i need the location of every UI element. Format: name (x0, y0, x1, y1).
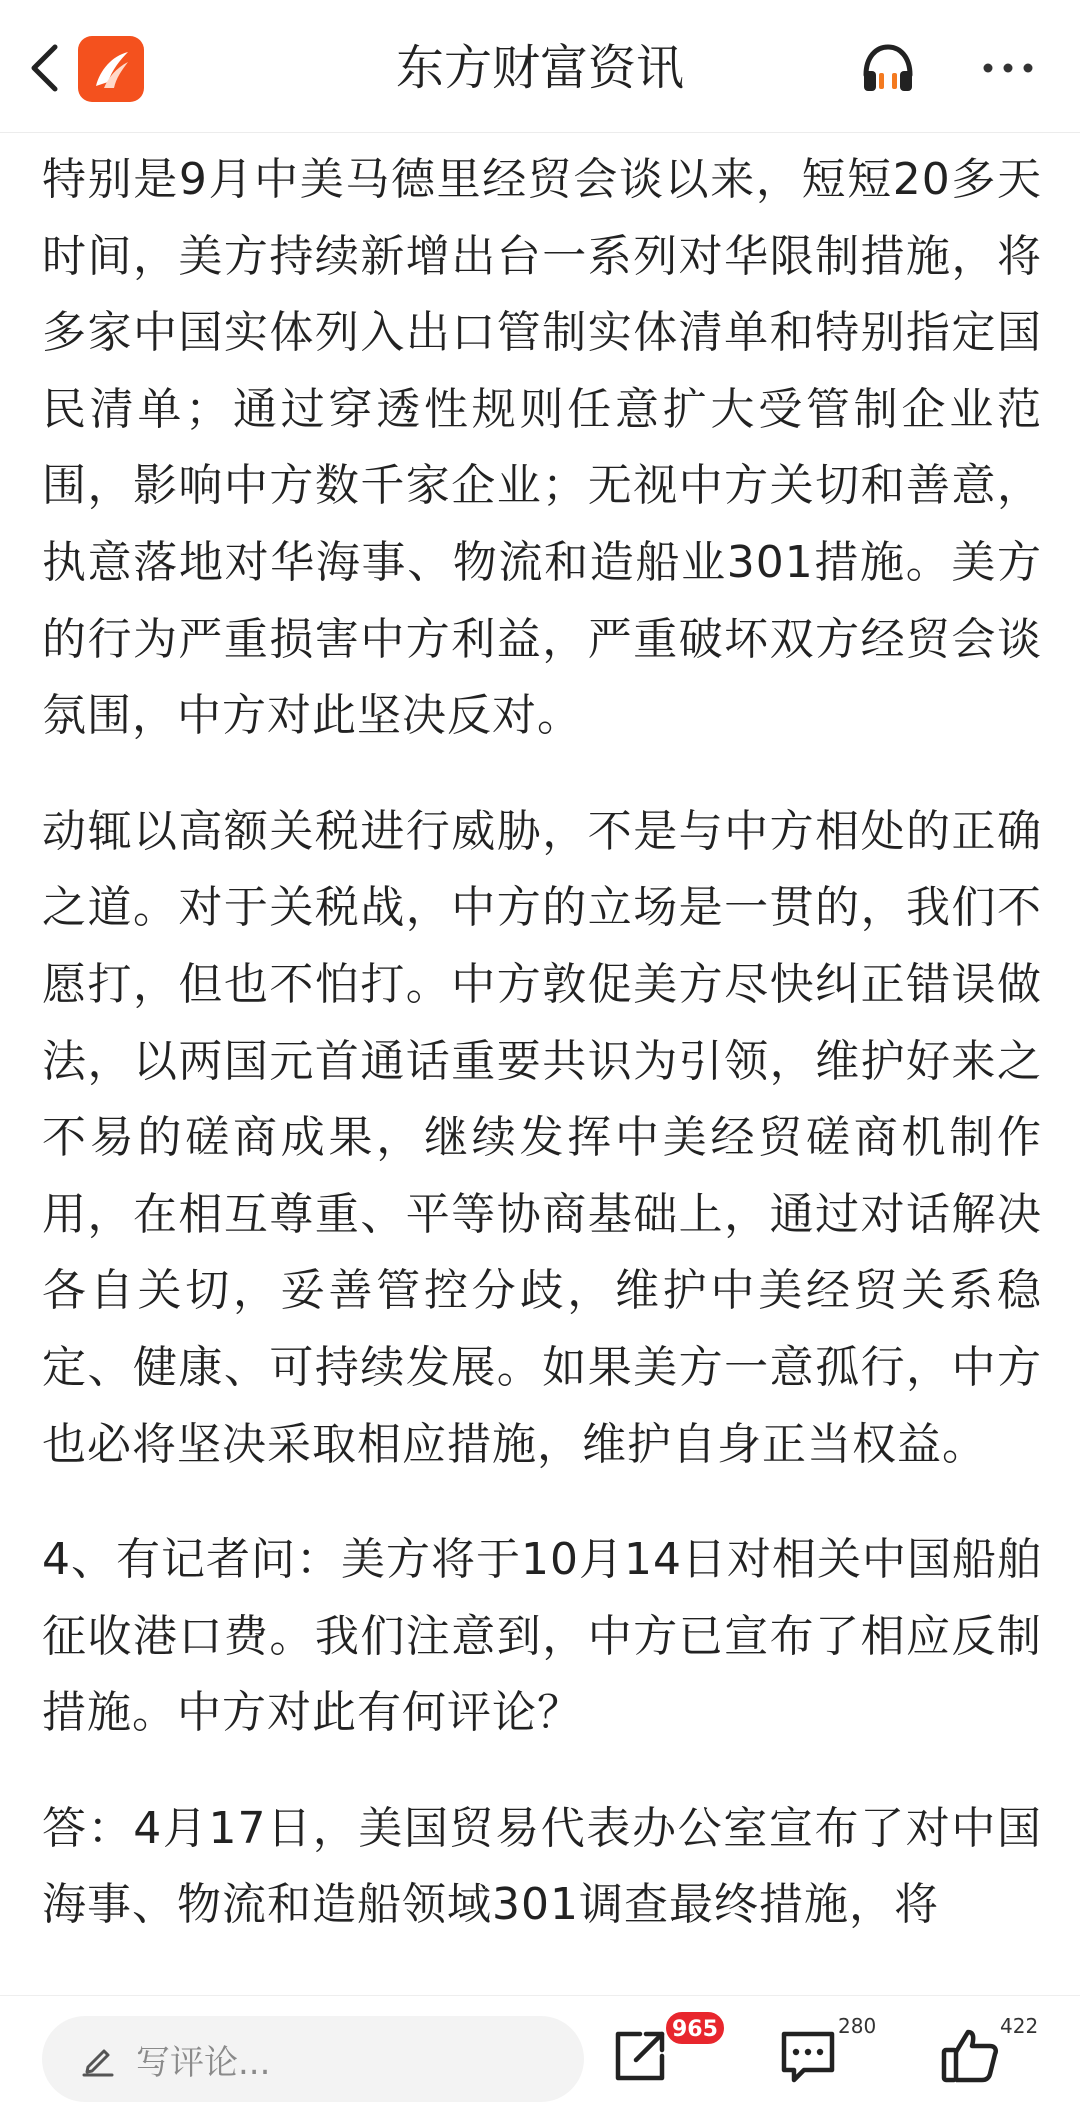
comment-bubble-icon (778, 2026, 838, 2086)
more-dots-icon (982, 62, 1034, 74)
bottom-action-bar (0, 1995, 1080, 2119)
article-body (42, 142, 1042, 1992)
pencil-icon (78, 2039, 118, 2079)
headphones-icon (860, 43, 916, 93)
comment-count: 280 (838, 2014, 877, 2038)
page-title: 东方财富资讯 (395, 40, 684, 96)
comment-placeholder: 写评论... (136, 2042, 271, 2083)
back-button[interactable] (22, 40, 66, 96)
article-paragraph: 特别是9月中美马德里经贸会谈以来，短短20多天时间，美方持续新增出台一系列对华限制措施，将多家中国实体列入出口管制实体清单和特别指定国民清单；通过穿透性规则任意扩大受管制企业范围，影响中方数千家企业；无视中方关切和善意，执意落地对华海事、物流和造船业301措施。美方的行为严重损害中方利益，严重破坏双方经贸会谈氛围，中方对此坚决反对。 (42, 154, 1042, 742)
comment-input[interactable] (42, 2016, 584, 2102)
comments-button[interactable] (778, 2014, 888, 2096)
eastmoney-logo (78, 36, 144, 102)
like-button[interactable] (940, 2014, 1050, 2096)
top-header (0, 0, 1080, 133)
share-button[interactable] (610, 2017, 720, 2096)
listen-button[interactable] (856, 40, 920, 96)
article-paragraph: 动辄以高额关税进行威胁，不是与中方相处的正确之道。对于关税战，中方的立场是一贯的，我们不愿打，但也不怕打。中方敦促美方尽快纠正错误做法，以两国元首通话重要共识为引领，维护好来之不易的磋商成果，继续发挥中美经贸磋商机制作用，在相互尊重、平等协商基础上，通过对话解决各自关切，妥善管控分歧，维护中美经贸关系稳定、健康、可持续发展。如果美方一意孤行，中方也必将坚决采取相应措施，维护自身正当权益。 (42, 805, 1042, 1470)
chevron-left-icon (29, 43, 59, 93)
thumbs-up-icon (940, 2026, 1000, 2086)
share-icon (610, 2026, 670, 2086)
logo-swoosh-icon (86, 44, 136, 94)
like-count: 422 (1000, 2014, 1039, 2038)
article-paragraph: 答：4月17日，美国贸易代表办公室宣布了对中国海事、物流和造船领域301调查最终措施，将 (42, 1802, 1042, 1931)
share-count-badge: 965 (664, 2010, 726, 2046)
article-paragraph: 4、有记者问：美方将于10月14日对相关中国船舶征收港口费。我们注意到，中方已宣布了相应反制措施。中方对此有何评论？ (42, 1534, 1042, 1739)
more-button[interactable] (978, 40, 1038, 96)
